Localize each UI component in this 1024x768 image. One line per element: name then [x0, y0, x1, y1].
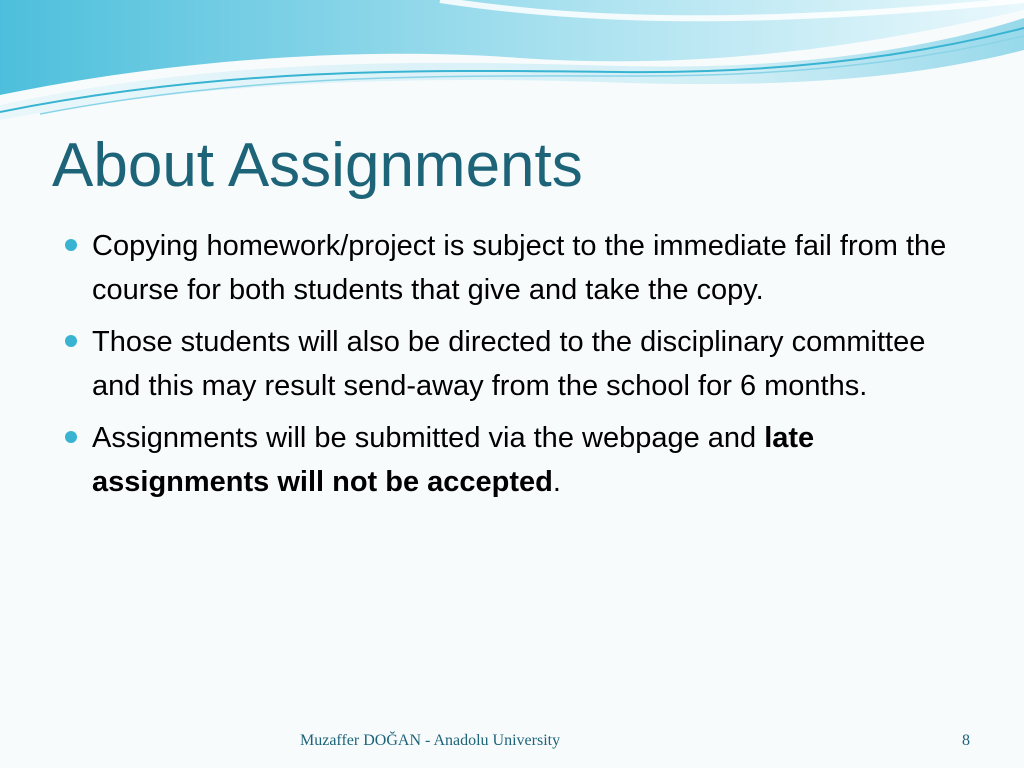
slide-title: About Assignments — [52, 131, 583, 200]
footer-author: Muzaffer DOĞAN - Anadolu University — [300, 732, 561, 749]
bullet-text: Those students will also be directed to the disciplinary committee and this may result send-away from the school for 6 months. — [92, 326, 926, 402]
decorative-wave-banner — [0, 0, 1024, 130]
bullet-item — [62, 320, 962, 408]
bullet-item — [62, 416, 962, 504]
bullet-dot-icon — [65, 431, 77, 443]
bullet-bold-text: late assignments will not be accepted — [92, 422, 815, 498]
page-number: 8 — [962, 732, 970, 749]
bullet-list — [62, 224, 962, 512]
bullet-trailing-text: . — [552, 466, 561, 498]
bullet-dot-icon — [65, 239, 77, 251]
bullet-dot-icon — [65, 335, 77, 347]
bullet-text: Assignments will be submitted via the webpage and — [92, 422, 765, 454]
bullet-text: Copying homework/project is subject to the immediate fail from the course for both students that give and take the copy. — [92, 230, 947, 306]
bullet-item — [62, 224, 962, 312]
